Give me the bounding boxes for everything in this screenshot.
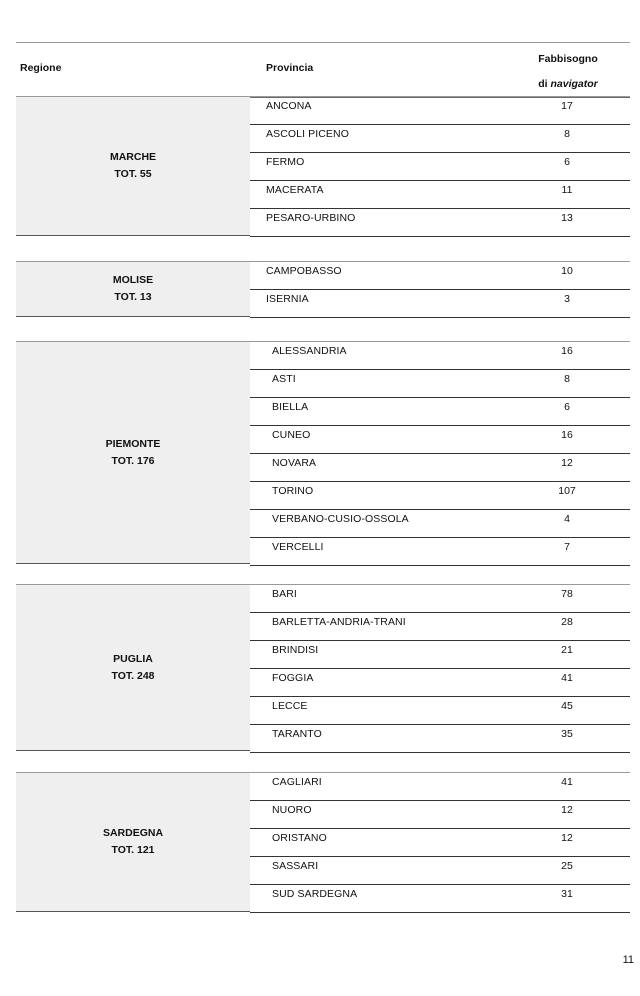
header-regione: Regione: [20, 62, 62, 74]
region-name: SARDEGNA: [102, 827, 164, 839]
province-value: 28: [561, 616, 573, 628]
province-value: 12: [561, 804, 573, 816]
province-value: 13: [561, 212, 573, 224]
province-name: FERMO: [266, 156, 305, 168]
province-value: 16: [561, 345, 573, 357]
province-value: 41: [561, 672, 573, 684]
province-value: 45: [561, 700, 573, 712]
table-row: [250, 425, 630, 453]
page-number: 11: [622, 954, 634, 966]
region-group-piemonte: [16, 341, 630, 564]
table-row: [250, 612, 630, 640]
table-row: [250, 289, 630, 318]
province-value: 107: [558, 485, 576, 497]
province-value: 41: [561, 776, 573, 788]
province-name: PESARO-URBINO: [266, 212, 356, 224]
province-name: MACERATA: [266, 184, 324, 196]
province-name: BIELLA: [272, 401, 309, 413]
province-name: CAMPOBASSO: [266, 265, 342, 277]
province-name: SASSARI: [272, 860, 319, 872]
region-group-sardegna: [16, 772, 630, 912]
province-name: NOVARA: [272, 457, 317, 469]
province-rows: [250, 261, 630, 317]
region-cell: [16, 584, 250, 751]
header-fabbisogno-em: navigator: [550, 78, 598, 90]
province-value: 11: [561, 184, 573, 196]
table-row: [250, 668, 630, 696]
province-value: 35: [561, 728, 573, 740]
header-provincia: Provincia: [266, 62, 314, 74]
header-fabbisogno-line2: [518, 72, 618, 97]
province-rows: [250, 772, 630, 912]
table-row: [250, 800, 630, 828]
province-name: CUNEO: [272, 429, 311, 441]
region-group-marche: [16, 96, 630, 236]
table-row: [250, 537, 630, 566]
region-name: PIEMONTE: [105, 437, 161, 450]
region-cell: [16, 341, 250, 564]
province-value: 6: [564, 401, 570, 413]
table-row: [250, 724, 630, 753]
province-value: 78: [561, 588, 573, 600]
table-row: [250, 96, 630, 124]
province-value: 25: [561, 860, 573, 872]
province-value: 6: [564, 156, 570, 168]
region-group-puglia: [16, 584, 630, 751]
province-value: 21: [561, 644, 573, 656]
province-name: SUD SARDEGNA: [272, 888, 358, 900]
province-value: 17: [561, 100, 573, 112]
province-name: ASCOLI PICENO: [266, 128, 349, 140]
province-rows: [250, 584, 630, 751]
header-fabbisogno: [518, 47, 618, 97]
region-total: TOT. 121: [111, 844, 155, 856]
province-name: NUORO: [272, 804, 312, 816]
region-cell: [16, 772, 250, 912]
table-row: [250, 856, 630, 884]
region-group-molise: [16, 261, 630, 317]
table-row: [250, 124, 630, 152]
region-total: TOT. 248: [111, 669, 155, 682]
province-name: ORISTANO: [272, 832, 327, 844]
table-row: [250, 509, 630, 537]
table-row: [250, 696, 630, 724]
header-fabbisogno-prefix: di: [538, 78, 551, 90]
province-name: ASTI: [272, 373, 296, 385]
province-name: TORINO: [272, 485, 314, 497]
province-name: TARANTO: [272, 728, 322, 740]
province-name: VERBANO-CUSIO-OSSOLA: [272, 513, 409, 525]
region-name: PUGLIA: [113, 652, 153, 665]
table-row: [250, 397, 630, 425]
table-row: [250, 261, 630, 289]
province-value: 4: [564, 513, 570, 525]
province-name: LECCE: [272, 700, 308, 712]
province-name: ISERNIA: [266, 293, 309, 305]
province-name: BRINDISI: [272, 644, 319, 656]
province-name: CAGLIARI: [272, 776, 322, 788]
region-name: MARCHE: [109, 151, 157, 163]
province-value: 12: [561, 457, 573, 469]
region-cell: [16, 96, 250, 236]
table-row: [250, 481, 630, 509]
region-total: TOT. 13: [114, 291, 152, 303]
table-row: [250, 772, 630, 800]
province-rows: [250, 96, 630, 236]
table-row: [250, 584, 630, 612]
province-value: 3: [564, 293, 570, 305]
province-value: 8: [564, 128, 570, 140]
province-name: ALESSANDRIA: [272, 345, 347, 357]
table-row: [250, 152, 630, 180]
province-value: 12: [561, 832, 573, 844]
province-name: BARI: [272, 588, 297, 600]
province-value: 16: [561, 429, 573, 441]
province-name: BARLETTA-ANDRIA-TRANI: [272, 616, 406, 628]
table-header: [16, 42, 630, 98]
table-row: [250, 640, 630, 668]
region-total: TOT. 55: [114, 168, 152, 180]
table-row: [250, 884, 630, 913]
province-rows: [250, 341, 630, 564]
table-row: [250, 208, 630, 237]
province-value: 8: [564, 373, 570, 385]
province-name: ANCONA: [266, 100, 312, 112]
table-row: [250, 180, 630, 208]
region-total: TOT. 176: [111, 454, 155, 467]
table-row: [250, 369, 630, 397]
table-row: [250, 341, 630, 369]
table-row: [250, 453, 630, 481]
province-value: 7: [564, 541, 570, 553]
province-value: 10: [561, 265, 573, 277]
table-row: [250, 828, 630, 856]
header-fabbisogno-line1: Fabbisogno: [538, 53, 598, 65]
province-name: FOGGIA: [272, 672, 314, 684]
province-name: VERCELLI: [272, 541, 324, 553]
region-name: MOLISE: [112, 274, 154, 286]
province-value: 31: [561, 888, 573, 900]
region-cell: [16, 261, 250, 317]
